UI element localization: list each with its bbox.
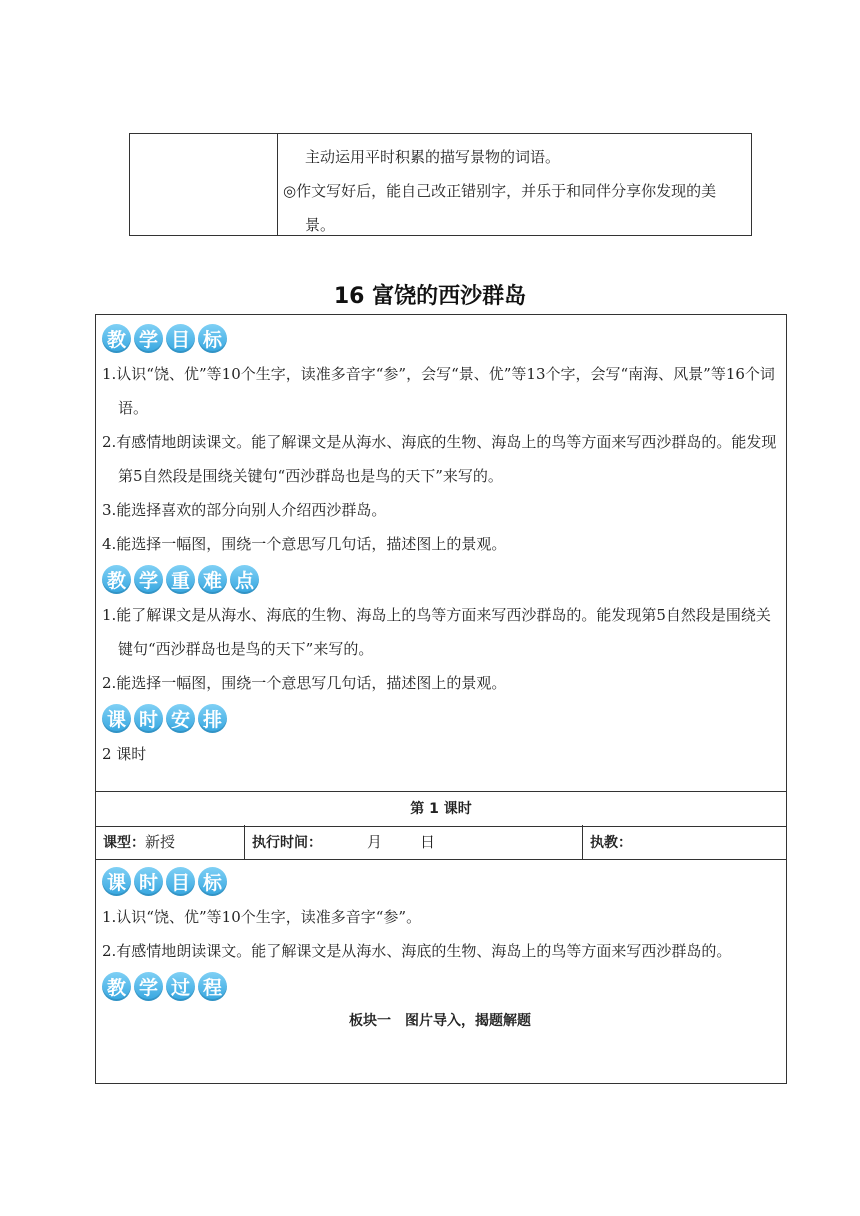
badge-char: 教 [102, 324, 131, 353]
badge-char: 重 [166, 565, 195, 594]
badge-char: 标 [198, 867, 227, 896]
badge-char: 学 [134, 324, 163, 353]
badge-char: 学 [134, 565, 163, 594]
badge-char: 时 [134, 867, 163, 896]
schedule-text: 2 课时 [102, 745, 147, 763]
goal-item: 1.认识“饶、优”等10个生字，读准多音字“参”，会写“景、优”等13个字，会写“南海、风景”等16个词语。 [102, 365, 775, 417]
top-table-line: 主动运用平时积累的描写景物的词语。 [305, 148, 561, 166]
lesson-goals-badge [102, 865, 778, 897]
badge-char: 难 [198, 565, 227, 594]
lesson-time-label: 执行时间： [252, 835, 322, 851]
schedule-badge [102, 702, 778, 734]
lesson-goal-item: 2.有感情地朗读课文。能了解课文是从海水、海底的生物、海岛上的鸟等方面来写西沙群岛的。 [102, 942, 732, 960]
lesson-type-label: 课型： [103, 835, 145, 851]
lesson-day: 日 [420, 833, 436, 851]
lesson-info-row [96, 825, 786, 860]
lesson-time-cell [245, 825, 583, 859]
lesson-goal-item: 1.认识“饶、优”等10个生字，读准多音字“参”。 [102, 908, 422, 926]
badge-char: 课 [102, 704, 131, 733]
page-title: 16 富饶的西沙群岛 [333, 284, 527, 309]
top-table-left-cell [130, 134, 278, 235]
badge-char: 目 [166, 867, 195, 896]
lesson-teacher-label: 执教： [590, 835, 632, 851]
badge-char: 程 [198, 972, 227, 1001]
top-table-right-cell [278, 134, 751, 235]
badge-char: 学 [134, 972, 163, 1001]
key-point-item: 1.能了解课文是从海水、海底的生物、海岛上的鸟等方面来写西沙群岛的。能发现第5自然段是围绕关键句“西沙群岛也是鸟的天下”来写的。 [102, 606, 771, 658]
lesson-type-cell [96, 825, 245, 859]
badge-char: 目 [166, 324, 195, 353]
badge-char: 点 [230, 565, 259, 594]
block-title: 板块一 图片导入，揭题解题 [349, 1013, 531, 1029]
badge-char: 标 [198, 324, 227, 353]
badge-char: 课 [102, 867, 131, 896]
top-table-line: ◎作文写好后，能自己改正错别字，并乐于和同伴分享你发现的美景。 [283, 182, 717, 234]
goal-item: 4.能选择一幅图，围绕一个意思写几句话，描述图上的景观。 [102, 535, 507, 553]
goal-item: 3.能选择喜欢的部分向别人介绍西沙群岛。 [102, 501, 387, 519]
top-table [129, 133, 752, 236]
process-badge [102, 970, 778, 1002]
lesson-month: 月 [367, 833, 383, 851]
badge-char: 时 [134, 704, 163, 733]
lesson-header: 第 1 课时 [96, 791, 786, 827]
badge-char: 安 [166, 704, 195, 733]
badge-char: 过 [166, 972, 195, 1001]
lesson-plan-box [95, 314, 787, 1084]
lesson-type-value: 新授 [145, 833, 176, 851]
lesson-teacher-cell [583, 825, 786, 859]
teaching-goals-badge [102, 322, 778, 354]
lesson-goals-section [96, 865, 788, 1036]
goal-item: 2.有感情地朗读课文。能了解课文是从海水、海底的生物、海岛上的鸟等方面来写西沙群岛的。能发现第5自然段是围绕关键句“西沙群岛也是鸟的天下”来写的。 [102, 433, 777, 485]
badge-char: 教 [102, 972, 131, 1001]
key-points-badge [102, 563, 778, 595]
teaching-goals-section [96, 322, 788, 771]
badge-char: 排 [198, 704, 227, 733]
key-point-item: 2.能选择一幅图，围绕一个意思写几句话，描述图上的景观。 [102, 674, 507, 692]
badge-char: 教 [102, 565, 131, 594]
